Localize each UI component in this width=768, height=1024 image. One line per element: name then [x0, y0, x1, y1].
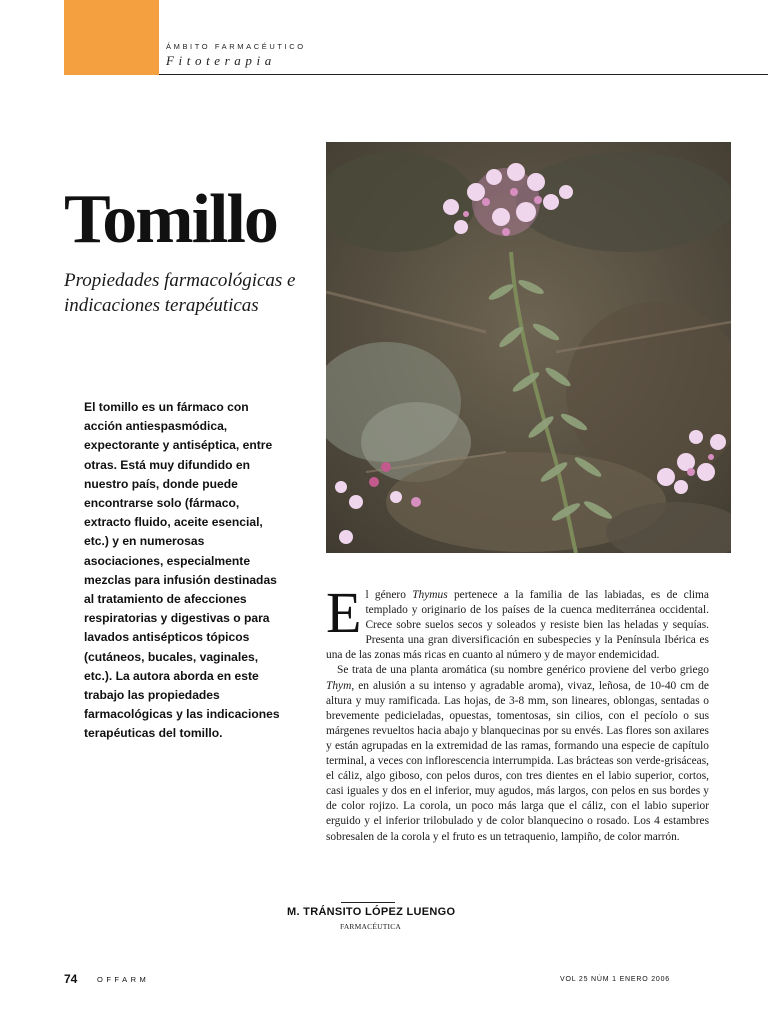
- section-label: ÁMBITO FARMACÉUTICO: [166, 42, 306, 51]
- page-number: 74: [64, 972, 78, 986]
- genus-name: Thymus: [412, 589, 448, 601]
- article-title: Tomillo: [64, 181, 277, 258]
- body-paragraph-1: El género Thymus pertenece a la familia de las labiadas, es de clima templado y originario de los países de la cuenca mediterránea occidental. Crece sobre suelos secos y soleados y resiste bien las heladas y sequías. Presenta una gran diversificación en subespecies y la Península Ibérica es una de las zonas más ricas en cuanto al número y de mayor endemicidad.: [326, 580, 709, 662]
- article-abstract: El tomillo es un fármaco con acción antiespasmódica, expectorante y antiséptica, entre otras. Está muy difundido en nuestro país, donde puede encontrarse solo (fármaco, extracto fluido, aceite esencial, etc.) y en numerosas asociaciones, especialmente mezclas para infusión destinadas al tratamiento de afecciones respiratorias y digestivas o para lavados antisépticos tópicos (cutáneos, bucales, vaginales, etc.). La autora aborda en este trabajo las propiedades farmacológicas y las indicaciones terapéuticas del tomillo.: [84, 400, 280, 741]
- greek-word: Thym: [326, 679, 352, 692]
- issue-info: VOL 25 NÚM 1 ENERO 2006: [560, 976, 670, 983]
- article-body: [326, 580, 709, 845]
- header-rule: [159, 74, 768, 75]
- subsection-label: Fitoterapia: [166, 53, 276, 68]
- author-name: M. TRÁNSITO LÓPEZ LUENGO: [287, 906, 456, 918]
- header-accent-block: [64, 0, 159, 75]
- author-rule: [341, 902, 395, 903]
- drop-cap: E: [326, 580, 362, 645]
- body-paragraph-2: Se trata de una planta aromática (su nombre genérico proviene del verbo griego Thym, en alusión a su intenso y agradable aroma), vivaz, leñosa, de 10-40 cm de altura y muy ramificada. Las hojas, de 3-8 mm, son lineares, oblongas, sentadas o brevemente pedicieladas, opuestas, tomentosas, sin cilios, con el pecíolo o sus márgenes revueltos hacia abajo y blanquecinas por su envés. Las flores son axilares y están agrupadas en la extremidad de las ramas, formando una especie de capítulo terminal, a veces con inflorescencia interrumpida. Las brácteas son verde-grisáceas, el cáliz, algo giboso, con pelos duros, con tres dientes en el labio superior, cortos, casi iguales y dos en el inferior, muy agudos, más largos, con pelos en sus bordes y de color rojizo. La corola, un poco más larga que el cáliz, con el labio superior erguido y el inferior trilobulado y de color blanquecino o rosado. Los 4 estambres sobresalen de la corola y el fruto es un tetraquenio, lampiño, de color marrón.: [326, 664, 709, 843]
- thyme-plant-photo: [326, 142, 731, 553]
- author-affiliation: FARMACÉUTICA: [340, 922, 402, 931]
- article-subtitle: Propiedades farmacológicas e indicaciones terapéuticas: [64, 270, 296, 316]
- journal-name: OFFARM: [97, 975, 150, 984]
